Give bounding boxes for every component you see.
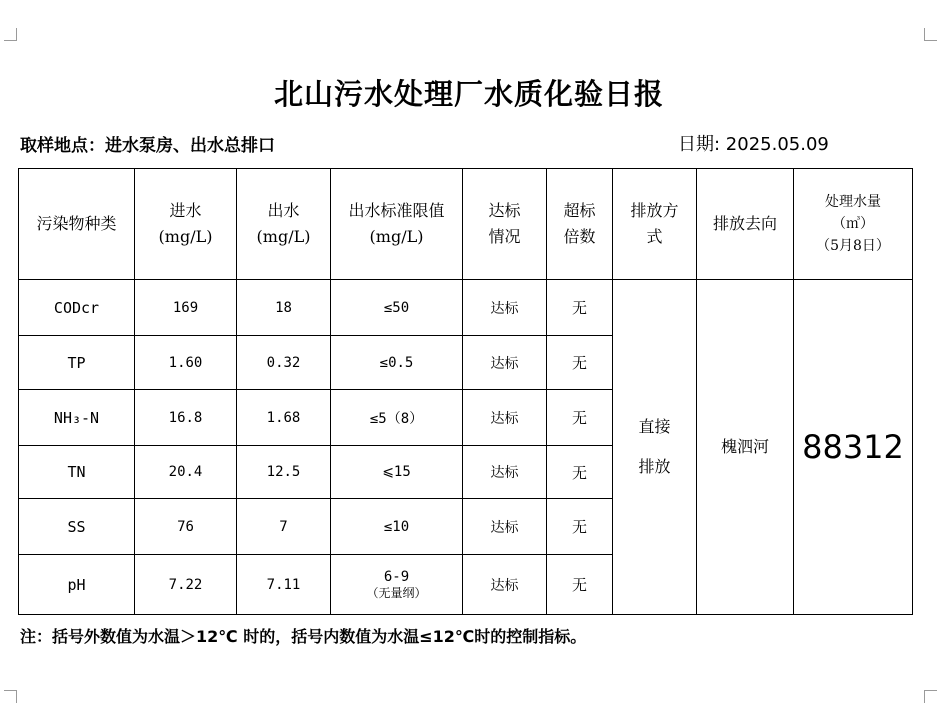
header-discharge-method-line1: 排放方 — [630, 201, 679, 220]
header-discharge-method-line2: 式 — [646, 227, 663, 246]
compliance-status: 达标 — [463, 499, 547, 555]
header-outflow-label: 出水 — [267, 201, 300, 220]
exceed-multiple: 无 — [547, 499, 613, 555]
inflow-value: 20.4 — [135, 446, 237, 499]
exceed-multiple: 无 — [547, 446, 613, 499]
compliance-status: 达标 — [463, 555, 547, 615]
limit-value: ⩽15 — [331, 446, 463, 499]
treated-volume: 88312 — [794, 280, 913, 615]
limit-range: 6-9 — [383, 568, 410, 585]
limit-value: ≤0.5 — [331, 336, 463, 390]
pollutant-name: TP — [19, 336, 135, 390]
exceed-multiple: 无 — [547, 390, 613, 446]
header-inflow — [135, 169, 237, 280]
footnote: 注：括号外数值为水温＞12℃ 时的，括号内数值为水温≤12℃时的控制指标。 — [20, 627, 587, 646]
header-limit-unit: (mg/L) — [369, 227, 424, 246]
header-exceed-line1: 超标 — [563, 201, 596, 220]
table-header-row — [19, 169, 913, 280]
header-volume-line1: 处理水量 — [825, 194, 881, 210]
inflow-value: 7.22 — [135, 555, 237, 615]
exceed-multiple: 无 — [547, 336, 613, 390]
exceed-multiple: 无 — [547, 280, 613, 336]
header-limit — [331, 169, 463, 280]
inflow-value: 76 — [135, 499, 237, 555]
outflow-value: 0.32 — [237, 336, 331, 390]
compliance-status: 达标 — [463, 280, 547, 336]
header-volume-line2: （㎥） — [832, 216, 874, 232]
pollutant-name: TN — [19, 446, 135, 499]
compliance-status: 达标 — [463, 336, 547, 390]
table-row — [19, 280, 913, 336]
pollutant-name: SS — [19, 499, 135, 555]
pollutant-name: pH — [19, 555, 135, 615]
compliance-status: 达标 — [463, 446, 547, 499]
header-discharge-destination: 排放去向 — [697, 169, 794, 280]
compliance-status: 达标 — [463, 390, 547, 446]
header-volume-line3: （5月8日） — [816, 238, 890, 254]
header-limit-label: 出水标准限值 — [348, 201, 445, 220]
limit-value: ≤5（8） — [331, 390, 463, 446]
report-date: 日期: 2025.05.09 — [678, 134, 829, 155]
pollutant-name: CODcr — [19, 280, 135, 336]
page-corner-mark — [924, 28, 937, 41]
outflow-value: 7.11 — [237, 555, 331, 615]
inflow-value: 1.60 — [135, 336, 237, 390]
discharge-method-line2: 排放 — [638, 457, 671, 476]
page-corner-mark — [924, 690, 937, 703]
outflow-value: 7 — [237, 499, 331, 555]
header-outflow — [237, 169, 331, 280]
header-compliance-line1: 达标 — [488, 201, 521, 220]
limit-value: ≤10 — [331, 499, 463, 555]
header-compliance-line2: 情况 — [488, 227, 521, 246]
water-quality-table — [18, 168, 913, 615]
inflow-value: 169 — [135, 280, 237, 336]
discharge-destination: 槐泗河 — [697, 280, 794, 615]
inflow-value: 16.8 — [135, 390, 237, 446]
discharge-method-line1: 直接 — [638, 417, 671, 436]
header-compliance — [463, 169, 547, 280]
pollutant-name: NH₃-N — [19, 390, 135, 446]
header-pollutant: 污染物种类 — [19, 169, 135, 280]
limit-note: （无量纲） — [366, 585, 427, 600]
limit-value — [331, 555, 463, 615]
report-title: 北山污水处理厂水质化验日报 — [273, 77, 664, 111]
header-discharge-method — [613, 169, 697, 280]
limit-value: ≤50 — [331, 280, 463, 336]
header-inflow-unit: (mg/L) — [158, 227, 213, 246]
header-inflow-label: 进水 — [169, 201, 202, 220]
exceed-multiple: 无 — [547, 555, 613, 615]
outflow-value: 1.68 — [237, 390, 331, 446]
header-exceed — [547, 169, 613, 280]
sampling-location: 取样地点：进水泵房、出水总排口 — [20, 136, 275, 156]
header-outflow-unit: (mg/L) — [256, 227, 311, 246]
page-corner-mark — [4, 28, 17, 41]
page-corner-mark — [4, 690, 17, 703]
outflow-value: 18 — [237, 280, 331, 336]
discharge-method — [613, 280, 697, 615]
header-exceed-line2: 倍数 — [563, 227, 596, 246]
header-treated-volume — [794, 169, 913, 280]
outflow-value: 12.5 — [237, 446, 331, 499]
